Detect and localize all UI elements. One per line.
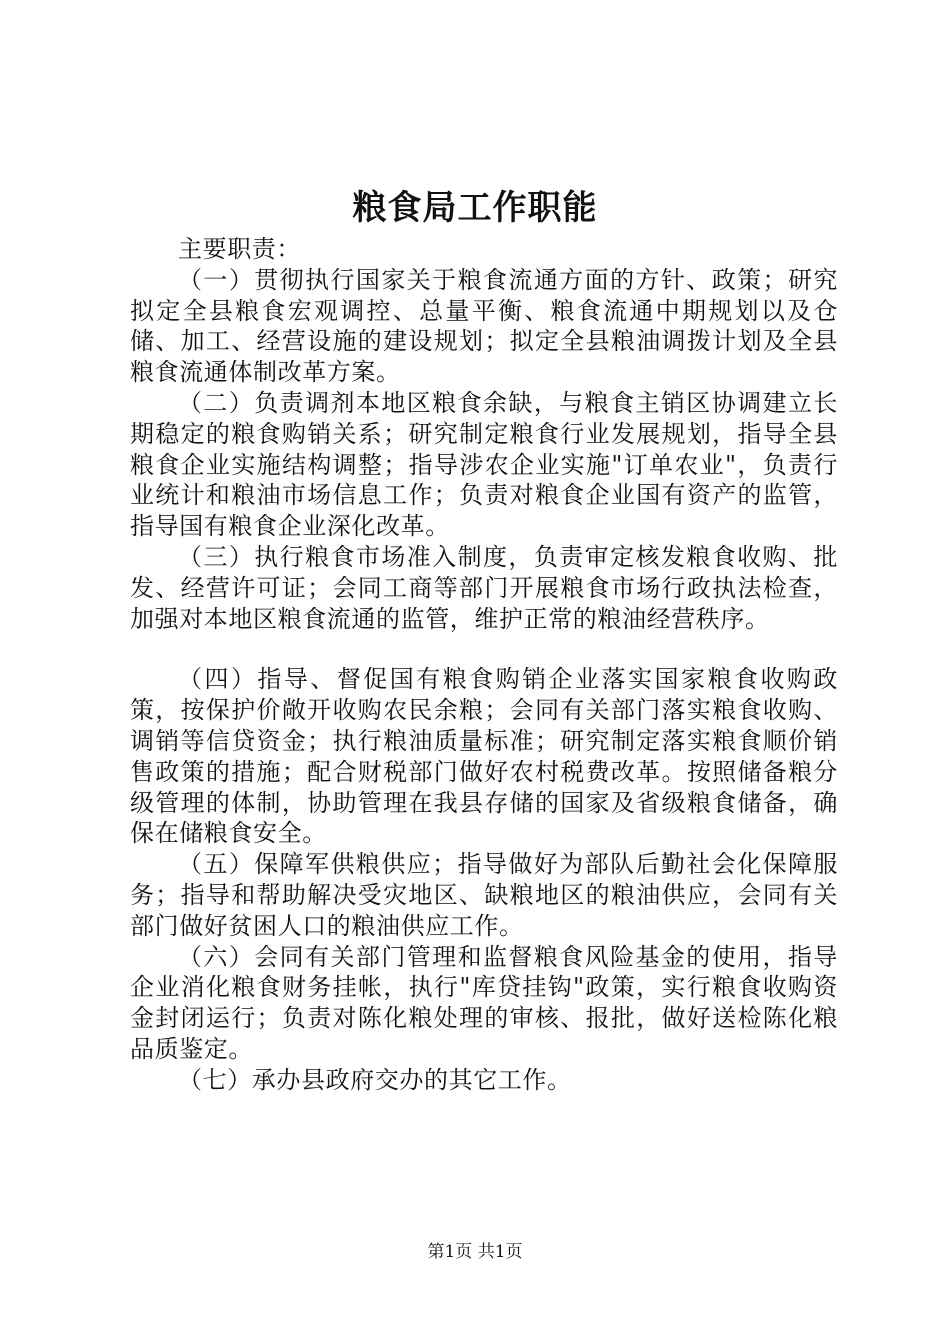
duty-paragraph-7: （七）承办县政府交办的其它工作。	[178, 1065, 572, 1094]
duty-paragraph-5: （五）保障军供粮供应；指导做好为部队后勤社会化保障服务；指导和帮助解决受灾地区、缺粮地区的粮油供应，会同有关部门做好贫困人口的粮油供应工作。	[130, 850, 838, 940]
duty-paragraph-3: （三）执行粮食市场准入制度，负责审定核发粮食收购、批发、经营许可证；会同工商等部门开展粮食市场行政执法检查，加强对本地区粮食流通的监管，维护正常的粮油经营秩序。	[130, 542, 838, 633]
duty-paragraph-6: （六）会同有关部门管理和监督粮食风险基金的使用，指导企业消化粮食财务挂帐，执行"库贷挂钩"政策，实行粮食收购资金封闭运行；负责对陈化粮处理的审核、报批，做好送检陈化粮品质鉴定。	[130, 942, 838, 1063]
document-title: 粮食局工作职能	[352, 188, 598, 228]
duty-paragraph-2: （二）负责调剂本地区粮食余缺，与粮食主销区协调建立长期稳定的粮食购销关系；研究制定粮食行业发展规划，指导全县粮食企业实施结构调整；指导涉农企业实施"订单农业"，负责行业统计和粮油市场信息工作；负责对粮食企业国有资产的监管，指导国有粮食企业深化改革。	[130, 388, 838, 541]
document-body	[130, 234, 838, 1096]
page-number-footer: 第1页 共1页	[427, 1242, 523, 1262]
duty-paragraph-4: （四）指导、督促国有粮食购销企业落实国家粮食收购政策，按保护价敞开收购农民余粮；会同有关部门落实粮食收购、调销等信贷资金；执行粮油质量标准；研究制定落实粮食顺价销售政策的措施；配合财税部门做好农村税费改革。按照储备粮分级管理的体制，协助管理在我县存储的国家及省级粮食储备，确保在储粮食安全。	[130, 665, 838, 848]
intro-line: 主要职责：	[178, 235, 301, 263]
duty-paragraph-1: （一）贯彻执行国家关于粮食流通方面的方针、政策；研究拟定全县粮食宏观调控、总量平衡、粮食流通中期规划以及仓储、加工、经营设施的建设规划；拟定全县粮油调拨计划及全县粮食流通体制改革方案。	[130, 265, 838, 387]
